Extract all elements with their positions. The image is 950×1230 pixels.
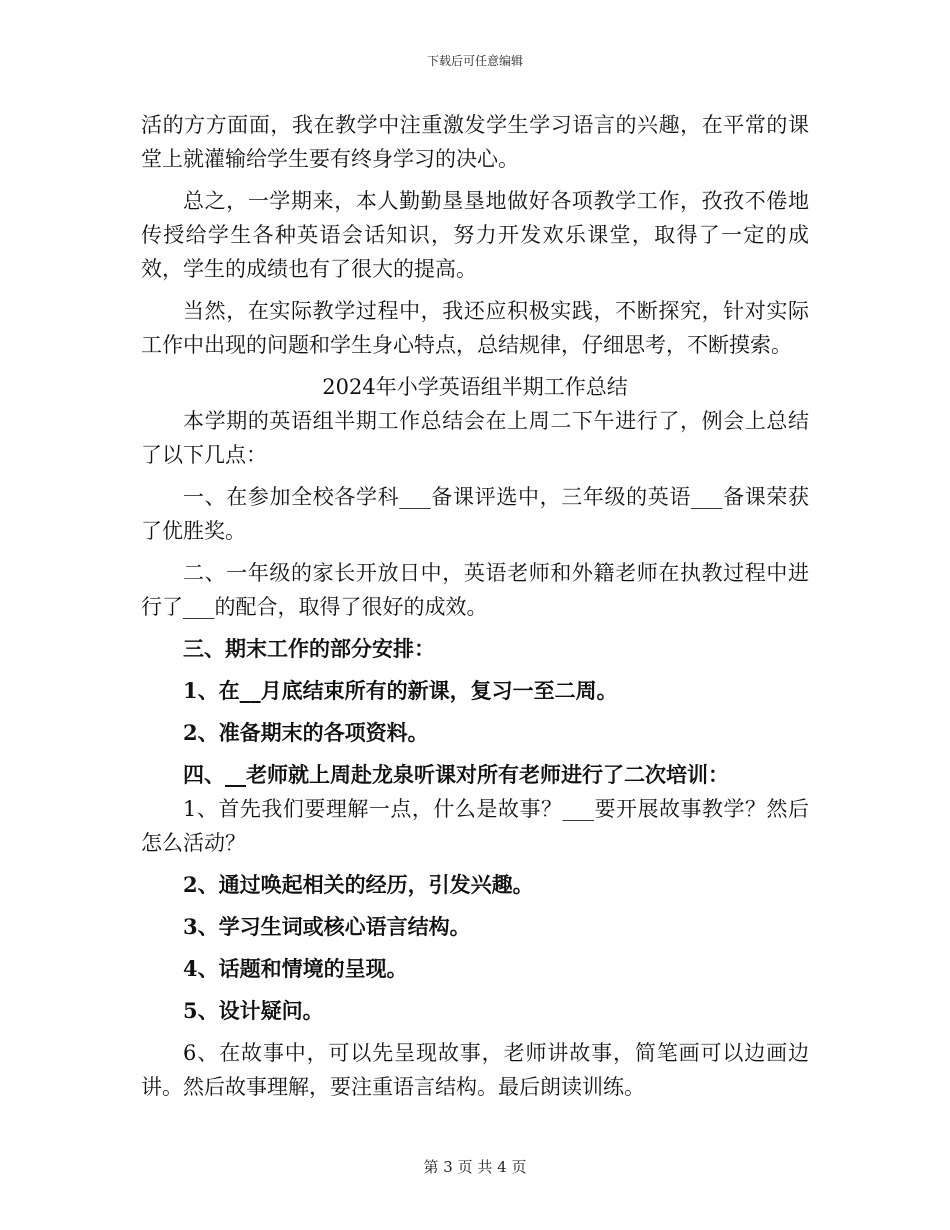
body-subitem: 4、话题和情境的呈现。	[183, 956, 408, 981]
body-paragraph-item-2: 二、一年级的家长开放日中，英语老师和外籍老师在执教过程中进行了___的配合，取得了很好的成效。	[141, 561, 809, 619]
body-heading-item-3: 三、期末工作的部分安排：	[183, 636, 435, 661]
body-paragraph-item-1: 一、在参加全校各学科___备课评选中，三年级的英语___备课荣获了优胜奖。	[141, 485, 809, 543]
page-header: 下载后可任意编辑	[426, 54, 523, 68]
paragraph-summary: 总之，一学期来，本人勤勤垦垦地做好各项教学工作，孜孜不倦地传授给学生各种英语会话知识，努力开发欢乐课堂，取得了一定的成效，学生的成绩也有了很大的提高。	[141, 189, 809, 281]
body-heading-item-4: 四、__老师就上周赴龙泉听课对所有老师进行了二次培训：	[183, 762, 729, 787]
body-subitem: 2、准备期末的各项资料。	[183, 720, 429, 745]
body-subitem: 5、设计疑问。	[183, 998, 324, 1023]
body-subitem: 3、学习生词或核心语言结构。	[183, 914, 471, 939]
body-subitem: 1、在__月底结束所有的新课，复习一至二周。	[183, 678, 618, 703]
body-subitem: 1、首先我们要理解一点，什么是故事？___要开展故事教学？然后怎么活动？	[141, 797, 809, 855]
body-paragraph-intro: 本学期的英语组半期工作总结会在上周二下午进行了，例会上总结了以下几点：	[141, 409, 809, 467]
body-subitem: 2、通过唤起相关的经历，引发兴趣。	[183, 872, 534, 897]
section-title: 2024年小学英语组半期工作总结	[322, 375, 628, 399]
page-footer: 第 3 页 共 4 页	[423, 1158, 527, 1176]
document-body	[141, 108, 809, 1104]
body-subitem: 6、在故事中，可以先呈现故事，老师讲故事，简笔画可以边画边讲。然后故事理解，要注重语言结构。最后朗读训练。	[141, 1041, 809, 1099]
paragraph-reflection: 当然，在实际教学过程中，我还应积极实践，不断探究，针对实际工作中出现的问题和学生身心特点，总结规律，仔细思考，不断摸索。	[141, 299, 809, 357]
paragraph-continuation: 活的方方面面，我在教学中注重激发学生学习语言的兴趣，在平常的课堂上就灌输给学生要有终身学习的决心。	[141, 113, 809, 171]
